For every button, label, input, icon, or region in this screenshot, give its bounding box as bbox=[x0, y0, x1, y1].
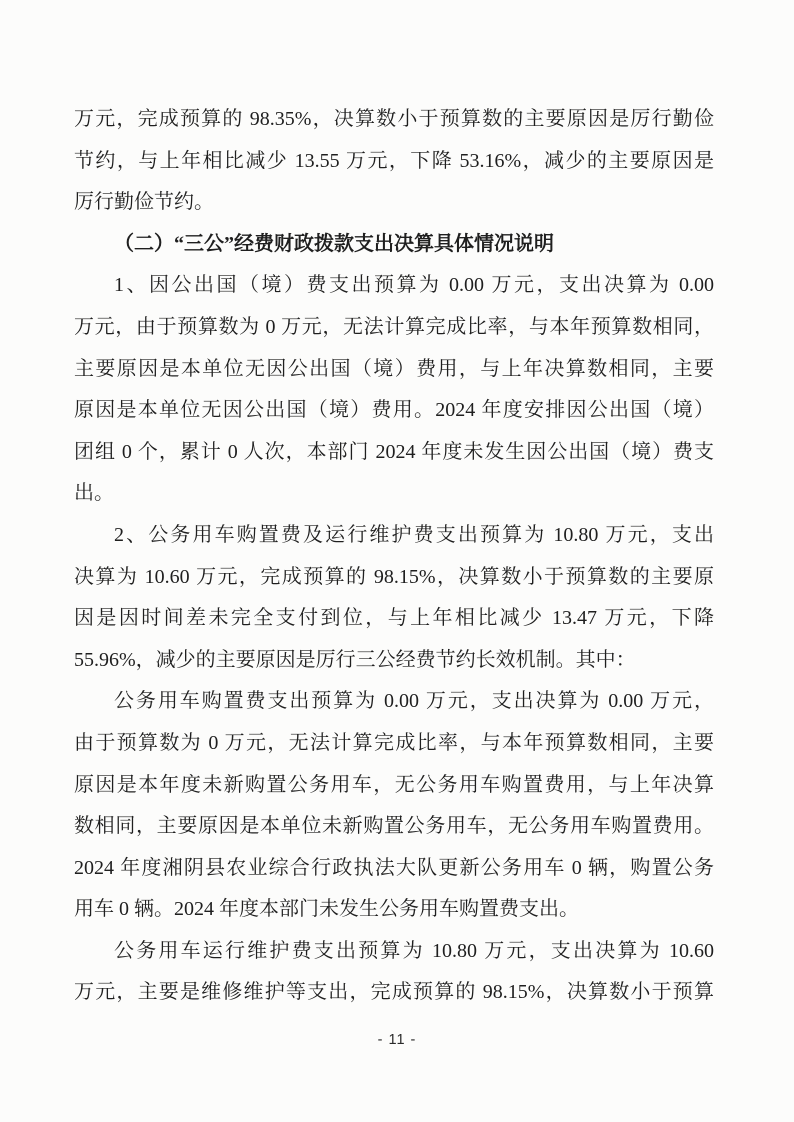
page-number: - 11 - bbox=[377, 1032, 417, 1048]
text-line: 出。 bbox=[74, 482, 114, 505]
text-line: （二）“三公”经费财政拨款支出决算具体情况说明 bbox=[114, 232, 554, 255]
text-line: 万元，主要是维修维护等支出，完成预算的 98.15%，决算数小于预算 bbox=[74, 981, 714, 1004]
text-line: 原因是本年度未新购置公务用车，无公务用车购置费用，与上年决算 bbox=[74, 773, 714, 796]
text-line: 2024 年度湘阴县农业综合行政执法大队更新公务用车 0 辆，购置公务 bbox=[74, 856, 714, 879]
text-line: 公务用车运行维护费支出预算为 10.80 万元，支出决算为 10.60 bbox=[114, 939, 714, 962]
para-vehicle-maintenance-expense bbox=[74, 931, 714, 1014]
text-line: 原因是本单位无因公出国（境）费用。2024 年度安排因公出国（境） bbox=[74, 399, 714, 422]
para-continued-from-previous-page bbox=[74, 99, 714, 224]
heading-section-two-sangong-explanation bbox=[74, 224, 714, 266]
text-line: 团组 0 个，累计 0 人次，本部门 2024 年度未发生因公出国（境）费支 bbox=[74, 440, 714, 463]
text-line: 由于预算数为 0 万元，无法计算完成比率，与本年预算数相同，主要 bbox=[74, 731, 714, 754]
text-line: 55.96%，减少的主要原因是厉行三公经费节约长效机制。其中： bbox=[74, 648, 636, 671]
document-body bbox=[74, 99, 714, 1014]
text-line: 2、公务用车购置费及运行维护费支出预算为 10.80 万元，支出 bbox=[114, 523, 714, 546]
text-line: 厉行勤俭节约。 bbox=[74, 191, 214, 214]
text-line: 主要原因是本单位无因公出国（境）费用，与上年决算数相同，主要 bbox=[74, 357, 714, 380]
para-overseas-travel-expense bbox=[74, 265, 714, 515]
text-line: 万元，由于预算数为 0 万元，无法计算完成比率，与本年预算数相同， bbox=[74, 315, 714, 338]
text-line: 用车 0 辆。2024 年度本部门未发生公务用车购置费支出。 bbox=[74, 898, 579, 921]
text-line: 决算为 10.60 万元，完成预算的 98.15%，决算数小于预算数的主要原 bbox=[74, 565, 714, 588]
text-line: 数相同，主要原因是本单位未新购置公务用车，无公务用车购置费用。 bbox=[74, 815, 714, 838]
text-line: 万元，完成预算的 98.35%，决算数小于预算数的主要原因是厉行勤俭 bbox=[74, 108, 714, 130]
text-line: 1、因公出国（境）费支出预算为 0.00 万元，支出决算为 0.00 bbox=[114, 274, 714, 297]
para-official-vehicle-total bbox=[74, 515, 714, 681]
text-line: 因是因时间差未完全支付到位，与上年相比减少 13.47 万元，下降 bbox=[74, 607, 714, 630]
para-vehicle-purchase-expense bbox=[74, 681, 714, 931]
text-line: 公务用车购置费支出预算为 0.00 万元，支出决算为 0.00 万元， bbox=[114, 690, 714, 713]
text-line: 节约，与上年相比减少 13.55 万元，下降 53.16%，减少的主要原因是 bbox=[74, 149, 714, 172]
